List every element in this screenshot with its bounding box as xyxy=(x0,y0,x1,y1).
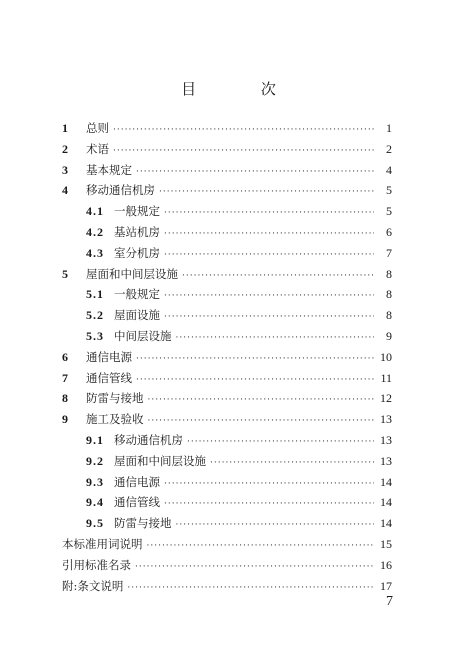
toc-entry xyxy=(62,430,392,451)
toc-entry-number: 4.1 xyxy=(86,204,104,219)
toc-entry-page: 5 xyxy=(386,183,392,198)
toc-entry xyxy=(62,264,392,285)
toc-entry-number: 4 xyxy=(62,183,68,198)
toc-entry-page: 10 xyxy=(380,349,392,364)
toc-entry xyxy=(62,305,392,326)
dot-leader xyxy=(135,557,374,578)
toc-entry-label: 本标准用词说明 xyxy=(62,536,143,551)
dot-leader xyxy=(159,182,374,203)
toc-entry-page: 7 xyxy=(386,245,392,260)
toc-entry-number: 6 xyxy=(62,349,68,364)
toc-entry xyxy=(62,555,392,576)
toc-title: 目 次 xyxy=(181,80,306,98)
toc-entry-label: 屋面设施 xyxy=(114,308,160,323)
toc-entry-number: 9.1 xyxy=(86,432,104,447)
toc-entry-page: 11 xyxy=(380,370,392,385)
dot-leader xyxy=(147,536,375,557)
toc-entry-label: 屋面和中间层设施 xyxy=(86,266,178,281)
dot-leader xyxy=(136,162,374,183)
toc-entry-number: 5 xyxy=(62,266,68,281)
toc-entry xyxy=(62,492,392,513)
toc-entry-page: 8 xyxy=(386,266,392,281)
toc-entry-page: 8 xyxy=(386,308,392,323)
toc-entry xyxy=(62,513,392,534)
dot-leader xyxy=(148,411,375,432)
toc-entry xyxy=(62,388,392,409)
toc-entry-label: 一般规定 xyxy=(114,204,160,219)
toc-entry-page: 14 xyxy=(380,516,392,531)
toc-entry xyxy=(62,451,392,472)
toc-entry xyxy=(62,534,392,555)
dot-leader xyxy=(113,141,374,162)
toc-entry-label: 基本规定 xyxy=(86,162,132,177)
toc-entry-number: 9.5 xyxy=(86,516,104,531)
toc-entry-number: 9 xyxy=(62,412,68,427)
toc-entry xyxy=(62,326,392,347)
toc-entry-label: 室分机房 xyxy=(114,245,160,260)
dot-leader xyxy=(148,390,375,411)
dot-leader xyxy=(113,120,374,141)
toc-entry-label: 中间层设施 xyxy=(114,328,172,343)
toc-entry xyxy=(62,139,392,160)
toc-entry-page: 9 xyxy=(386,328,392,343)
toc-entry xyxy=(62,180,392,201)
dot-leader xyxy=(164,286,374,307)
toc-entry xyxy=(62,222,392,243)
dot-leader xyxy=(164,474,374,495)
dot-leader xyxy=(176,328,375,349)
toc-entry-page: 13 xyxy=(380,453,392,468)
toc-entry-page: 14 xyxy=(380,495,392,510)
toc-entry-number: 5.3 xyxy=(86,328,104,343)
dot-leader xyxy=(187,432,374,453)
toc-entry-label: 施工及验收 xyxy=(86,412,144,427)
toc-entry-label: 术语 xyxy=(86,141,109,156)
toc-entry-label: 防雷与接地 xyxy=(114,516,172,531)
toc-entry-number: 5.2 xyxy=(86,308,104,323)
toc-entry xyxy=(62,368,392,389)
dot-leader xyxy=(164,224,374,245)
toc-entry-number: 8 xyxy=(62,391,68,406)
toc-entry-number: 1 xyxy=(62,121,68,135)
dot-leader xyxy=(164,494,374,515)
toc-entry xyxy=(62,576,392,597)
dot-leader xyxy=(136,349,374,370)
toc-entry-page: 16 xyxy=(380,557,392,572)
table-of-contents xyxy=(62,118,392,596)
dot-leader xyxy=(164,203,374,224)
toc-entry-page: 1 xyxy=(386,121,392,135)
toc-entry-label: 总则 xyxy=(86,121,109,135)
toc-entry-page: 13 xyxy=(380,432,392,447)
toc-entry xyxy=(62,201,392,222)
toc-entry-number: 9.4 xyxy=(86,495,104,510)
toc-entry-number: 9.2 xyxy=(86,453,104,468)
dot-leader xyxy=(210,453,374,474)
toc-entry-label: 一般规定 xyxy=(114,287,160,302)
toc-entry-number: 4.3 xyxy=(86,245,104,260)
toc-entry-label: 通信电源 xyxy=(114,474,160,489)
dot-leader xyxy=(176,515,375,536)
dot-leader xyxy=(127,578,374,599)
toc-entry-number: 9.3 xyxy=(86,474,104,489)
toc-entry-number: 2 xyxy=(62,141,68,156)
toc-entry-number: 3 xyxy=(62,162,68,177)
toc-entry-page: 4 xyxy=(386,162,392,177)
dot-leader xyxy=(164,245,374,266)
toc-entry xyxy=(62,409,392,430)
toc-entry-page: 5 xyxy=(386,204,392,219)
toc-entry xyxy=(62,243,392,264)
toc-entry-page: 17 xyxy=(380,578,392,593)
toc-entry-page: 13 xyxy=(380,412,392,427)
dot-leader xyxy=(182,266,374,287)
toc-entry-page: 6 xyxy=(386,224,392,239)
toc-entry-label: 通信管线 xyxy=(114,495,160,510)
toc-entry-label: 通信管线 xyxy=(86,370,132,385)
toc-entry xyxy=(62,118,392,139)
dot-leader xyxy=(164,307,374,328)
toc-entry xyxy=(62,160,392,181)
toc-entry-label: 基站机房 xyxy=(114,224,160,239)
toc-entry-label: 防雷与接地 xyxy=(86,391,144,406)
toc-entry-label: 屋面和中间层设施 xyxy=(114,453,206,468)
toc-entry xyxy=(62,284,392,305)
toc-entry-label: 引用标准名录 xyxy=(62,557,131,572)
toc-entry-number: 4.2 xyxy=(86,224,104,239)
toc-entry-label: 附:条文说明 xyxy=(62,578,124,593)
toc-entry-page: 12 xyxy=(380,391,392,406)
toc-entry-label: 移动通信机房 xyxy=(86,183,155,198)
toc-entry-label: 移动通信机房 xyxy=(114,432,183,447)
toc-entry-page: 8 xyxy=(386,287,392,302)
dot-leader xyxy=(136,370,374,391)
page-number: 7 xyxy=(386,594,393,609)
toc-entry-label: 通信电源 xyxy=(86,349,132,364)
toc-entry-page: 15 xyxy=(380,536,392,551)
toc-entry xyxy=(62,472,392,493)
toc-entry-page: 14 xyxy=(380,474,392,489)
toc-entry-number: 7 xyxy=(62,370,68,385)
toc-entry-number: 5.1 xyxy=(86,287,104,302)
toc-entry-page: 2 xyxy=(386,141,392,156)
toc-entry xyxy=(62,347,392,368)
